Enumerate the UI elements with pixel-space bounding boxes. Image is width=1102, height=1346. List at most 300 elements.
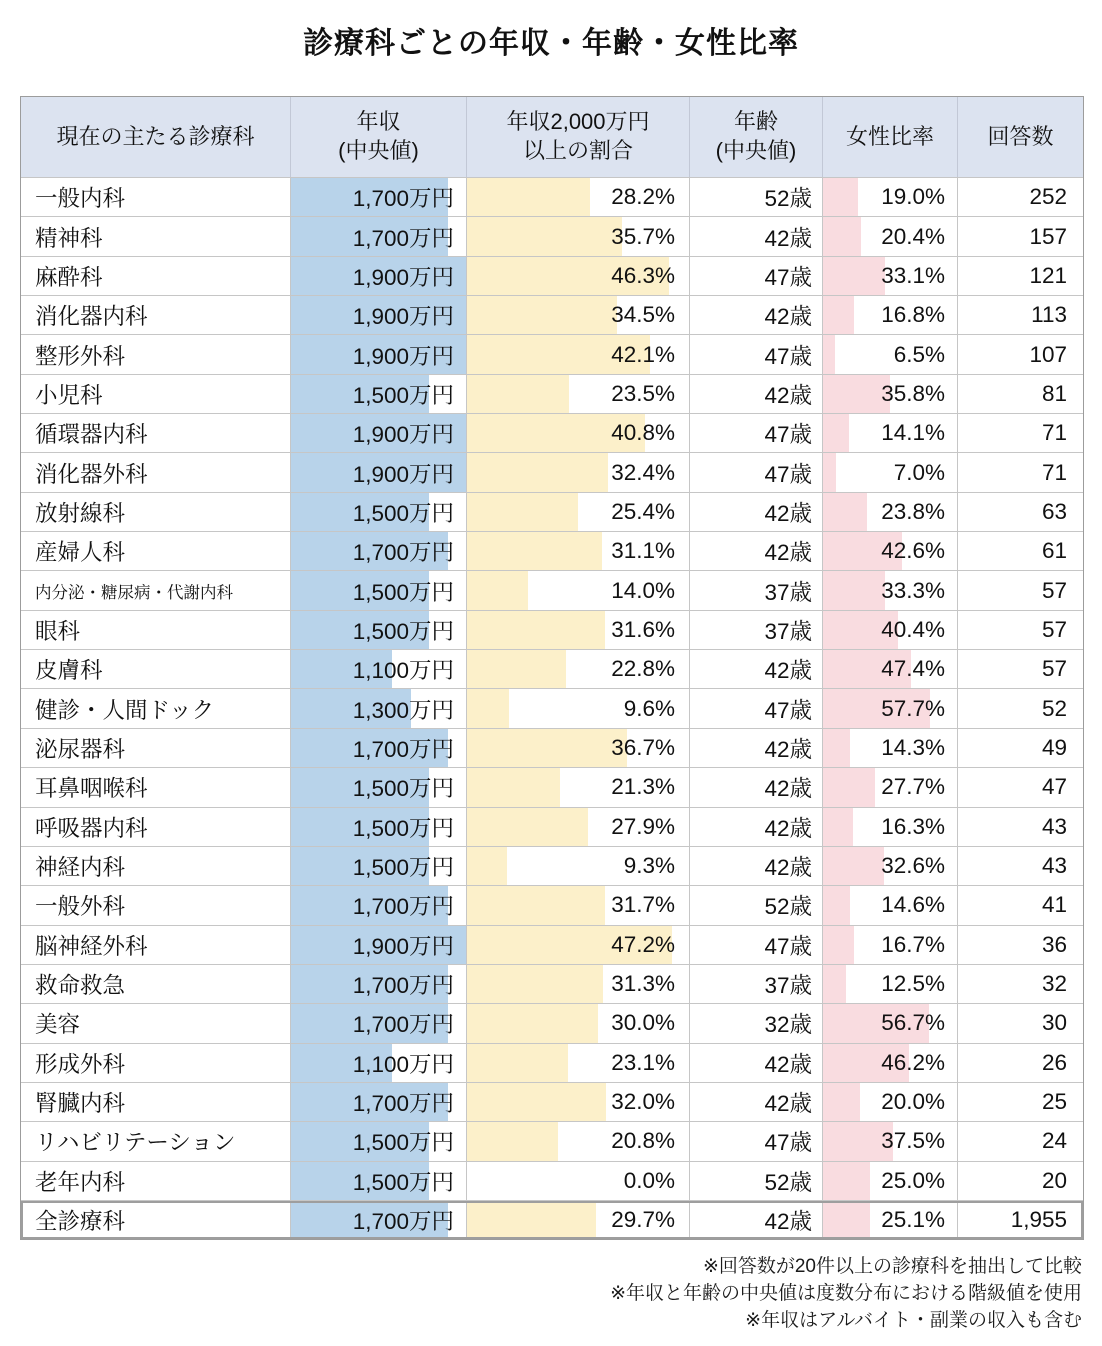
ratio-value: 31.6%	[611, 616, 675, 642]
age-cell	[689, 886, 822, 924]
ratio-bar	[467, 965, 603, 1003]
ratio-value: 28.2%	[611, 184, 675, 210]
table-row	[21, 1161, 1083, 1200]
female-bar	[823, 453, 836, 491]
header-cell-ratio	[466, 97, 689, 177]
age-cell	[689, 1122, 822, 1160]
income-value: 1,500万円	[352, 618, 454, 644]
age-cell	[689, 1201, 822, 1239]
dept-name: 精神科	[35, 225, 103, 251]
table-row	[21, 846, 1083, 885]
age-value: 37歳	[764, 579, 812, 605]
page-title: 診療科ごとの年収・年齢・女性比率	[303, 27, 799, 60]
income-cell	[290, 1044, 466, 1082]
female-ratio-cell	[822, 1083, 957, 1121]
female-bar	[823, 257, 885, 295]
female-bar	[823, 926, 854, 964]
respondents-cell	[957, 532, 1083, 570]
age-cell	[689, 965, 822, 1003]
respondents-cell	[957, 571, 1083, 609]
income-value: 1,500万円	[352, 855, 454, 881]
table-row	[21, 925, 1083, 964]
female-bar	[823, 729, 850, 767]
income-value: 1,700万円	[352, 540, 454, 566]
income-value: 1,900万円	[352, 461, 454, 487]
count-value: 24	[1041, 1128, 1067, 1154]
income-cell	[290, 689, 466, 727]
female-value: 14.1%	[881, 420, 945, 446]
count-value: 107	[1029, 341, 1067, 367]
count-value: 63	[1041, 498, 1067, 524]
dept-name: 腎臓内科	[35, 1091, 126, 1117]
female-bar	[823, 847, 884, 885]
dept-name: 産婦人科	[35, 540, 126, 566]
respondents-cell	[957, 1004, 1083, 1042]
female-value: 16.7%	[881, 931, 945, 957]
female-value: 32.6%	[881, 853, 945, 879]
ratio-bar	[467, 768, 560, 806]
ratio-value: 25.4%	[611, 498, 675, 524]
age-value: 42歳	[764, 658, 812, 684]
ratio-value: 23.5%	[611, 380, 675, 406]
ratio-cell	[466, 532, 689, 570]
female-ratio-cell	[822, 768, 957, 806]
data-table	[20, 96, 1084, 1240]
footnote-line: ※年収と年齢の中央値は度数分布における階級値を使用	[610, 1283, 1082, 1305]
header-label: 女性比率	[845, 123, 934, 149]
ratio-bar	[467, 178, 590, 216]
age-value: 42歳	[764, 736, 812, 762]
age-value: 47歳	[764, 461, 812, 487]
female-ratio-cell	[822, 1044, 957, 1082]
count-value: 20	[1041, 1167, 1067, 1193]
ratio-bar	[467, 1122, 558, 1160]
female-ratio-cell	[822, 414, 957, 452]
ratio-cell	[466, 1004, 689, 1042]
ratio-bar	[467, 532, 602, 570]
ratio-bar	[467, 611, 605, 649]
age-cell	[689, 296, 822, 334]
ratio-bar	[467, 689, 509, 727]
table-row	[21, 177, 1083, 216]
department-cell	[21, 296, 290, 334]
income-value: 1,500万円	[352, 579, 454, 605]
table-row	[21, 649, 1083, 688]
footnotes	[20, 1254, 1082, 1335]
dept-name: 泌尿器科	[35, 736, 126, 762]
department-cell	[21, 1122, 290, 1160]
female-value: 23.8%	[881, 498, 945, 524]
footnote-line: ※回答数が20件以上の診療科を抽出して比較	[702, 1256, 1082, 1278]
table-row	[21, 531, 1083, 570]
age-value: 52歳	[764, 1169, 812, 1195]
table-row	[21, 334, 1083, 373]
age-value: 42歳	[764, 382, 812, 408]
female-ratio-cell	[822, 611, 957, 649]
table-row	[21, 374, 1083, 413]
income-value: 1,900万円	[352, 422, 454, 448]
age-value: 42歳	[764, 540, 812, 566]
age-cell	[689, 768, 822, 806]
table-row	[21, 216, 1083, 255]
female-value: 16.8%	[881, 302, 945, 328]
female-value: 14.3%	[881, 734, 945, 760]
count-value: 26	[1041, 1049, 1067, 1075]
dept-name: 老年内科	[35, 1169, 126, 1195]
dept-name: 一般内科	[35, 186, 126, 212]
ratio-cell	[466, 1162, 689, 1200]
table-header-row	[21, 97, 1083, 177]
ratio-cell	[466, 650, 689, 688]
ratio-value: 23.1%	[611, 1049, 675, 1075]
income-value: 1,500万円	[352, 776, 454, 802]
count-value: 57	[1041, 577, 1067, 603]
table-body	[21, 177, 1083, 1239]
income-value: 1,500万円	[352, 1169, 454, 1195]
dept-name: 眼科	[35, 618, 81, 644]
ratio-cell	[466, 1122, 689, 1160]
income-value: 1,500万円	[352, 1130, 454, 1156]
header-sublabel: 以上の割合	[522, 138, 633, 163]
income-value: 1,500万円	[352, 382, 454, 408]
ratio-cell	[466, 926, 689, 964]
ratio-value: 32.0%	[611, 1089, 675, 1115]
respondents-cell	[957, 1044, 1083, 1082]
dept-name: 健診・人間ドック	[35, 697, 215, 723]
income-value: 1,900万円	[352, 264, 454, 290]
ratio-cell	[466, 375, 689, 413]
income-cell	[290, 729, 466, 767]
female-ratio-cell	[822, 650, 957, 688]
age-value: 42歳	[764, 1209, 812, 1235]
table-row	[21, 1043, 1083, 1082]
respondents-cell	[957, 1083, 1083, 1121]
ratio-cell	[466, 689, 689, 727]
female-ratio-cell	[822, 453, 957, 491]
count-value: 30	[1041, 1010, 1067, 1036]
ratio-value: 32.4%	[611, 459, 675, 485]
income-cell	[290, 453, 466, 491]
ratio-bar	[467, 1044, 568, 1082]
ratio-value: 21.3%	[611, 774, 675, 800]
age-cell	[689, 611, 822, 649]
department-cell	[21, 847, 290, 885]
female-value: 56.7%	[881, 1010, 945, 1036]
ratio-cell	[466, 217, 689, 255]
respondents-cell	[957, 178, 1083, 216]
female-value: 33.3%	[881, 577, 945, 603]
female-ratio-cell	[822, 178, 957, 216]
ratio-value: 9.6%	[623, 695, 675, 721]
table-row	[21, 570, 1083, 609]
dept-name: 麻酔科	[35, 264, 103, 290]
header-label: 年収2,000万円	[506, 109, 650, 135]
female-ratio-cell	[822, 217, 957, 255]
female-ratio-cell	[822, 296, 957, 334]
ratio-bar	[467, 886, 605, 924]
age-value: 42歳	[764, 1051, 812, 1077]
age-value: 47歳	[764, 343, 812, 369]
ratio-bar	[467, 493, 578, 531]
age-cell	[689, 689, 822, 727]
respondents-cell	[957, 493, 1083, 531]
table-row	[21, 964, 1083, 1003]
female-ratio-cell	[822, 257, 957, 295]
dept-name: 脳神経外科	[35, 933, 148, 959]
female-value: 40.4%	[881, 616, 945, 642]
income-cell	[290, 611, 466, 649]
female-value: 47.4%	[881, 656, 945, 682]
age-cell	[689, 1083, 822, 1121]
department-cell	[21, 886, 290, 924]
age-cell	[689, 414, 822, 452]
age-value: 42歳	[764, 500, 812, 526]
income-cell	[290, 375, 466, 413]
female-bar	[823, 571, 885, 609]
ratio-bar	[467, 1004, 598, 1042]
respondents-cell	[957, 414, 1083, 452]
count-value: 52	[1041, 695, 1067, 721]
age-cell	[689, 217, 822, 255]
count-value: 49	[1041, 734, 1067, 760]
ratio-value: 35.7%	[611, 223, 675, 249]
ratio-bar	[467, 650, 566, 688]
female-value: 19.0%	[881, 184, 945, 210]
dept-name: 呼吸器内科	[35, 815, 148, 841]
income-value: 1,500万円	[352, 815, 454, 841]
female-bar	[823, 217, 861, 255]
respondents-cell	[957, 217, 1083, 255]
header-cell-female-ratio	[822, 97, 957, 177]
header-sublabel: (中央値)	[338, 138, 419, 163]
count-value: 121	[1029, 262, 1067, 288]
female-ratio-cell	[822, 886, 957, 924]
income-value: 1,500万円	[352, 500, 454, 526]
ratio-bar	[467, 571, 528, 609]
income-cell	[290, 532, 466, 570]
header-label: 現在の主たる診療科	[56, 123, 255, 149]
income-value: 1,700万円	[352, 736, 454, 762]
respondents-cell	[957, 847, 1083, 885]
table-row	[21, 688, 1083, 727]
respondents-cell	[957, 453, 1083, 491]
female-bar	[823, 965, 846, 1003]
age-cell	[689, 571, 822, 609]
count-value: 57	[1041, 616, 1067, 642]
count-value: 1,955	[1010, 1207, 1067, 1233]
dept-name: 小児科	[35, 382, 103, 408]
ratio-cell	[466, 414, 689, 452]
department-cell	[21, 1162, 290, 1200]
table-row	[21, 492, 1083, 531]
header-label: 年収	[356, 109, 401, 135]
respondents-cell	[957, 768, 1083, 806]
department-cell	[21, 532, 290, 570]
table-row	[21, 1003, 1083, 1042]
header-cell-income	[290, 97, 466, 177]
department-cell	[21, 965, 290, 1003]
age-cell	[689, 729, 822, 767]
ratio-value: 27.9%	[611, 813, 675, 839]
department-cell	[21, 257, 290, 295]
age-cell	[689, 1044, 822, 1082]
age-value: 37歳	[764, 618, 812, 644]
count-value: 47	[1041, 774, 1067, 800]
count-value: 43	[1041, 853, 1067, 879]
department-cell	[21, 414, 290, 452]
respondents-cell	[957, 1122, 1083, 1160]
age-value: 52歳	[764, 186, 812, 212]
female-ratio-cell	[822, 729, 957, 767]
income-cell	[290, 965, 466, 1003]
respondents-cell	[957, 1201, 1083, 1239]
female-ratio-cell	[822, 335, 957, 373]
income-value: 1,300万円	[352, 697, 454, 723]
count-value: 41	[1041, 892, 1067, 918]
ratio-cell	[466, 335, 689, 373]
female-ratio-cell	[822, 689, 957, 727]
department-cell	[21, 1044, 290, 1082]
respondents-cell	[957, 729, 1083, 767]
female-bar	[823, 414, 849, 452]
ratio-value: 14.0%	[611, 577, 675, 603]
table-row	[21, 1200, 1083, 1239]
income-value: 1,700万円	[352, 186, 454, 212]
ratio-value: 42.1%	[611, 341, 675, 367]
female-ratio-cell	[822, 493, 957, 531]
dept-name: 形成外科	[35, 1051, 126, 1077]
income-cell	[290, 768, 466, 806]
female-ratio-cell	[822, 926, 957, 964]
age-cell	[689, 1004, 822, 1042]
income-cell	[290, 650, 466, 688]
dept-name: 美容	[35, 1012, 81, 1038]
department-cell	[21, 650, 290, 688]
dept-name: 救命救急	[35, 973, 126, 999]
income-value: 1,700万円	[352, 1209, 454, 1235]
table-row	[21, 1121, 1083, 1160]
age-value: 42歳	[764, 855, 812, 881]
ratio-value: 34.5%	[611, 302, 675, 328]
respondents-cell	[957, 965, 1083, 1003]
respondents-cell	[957, 650, 1083, 688]
department-cell	[21, 729, 290, 767]
department-cell	[21, 926, 290, 964]
department-cell	[21, 808, 290, 846]
income-value: 1,700万円	[352, 1091, 454, 1117]
table-row	[21, 256, 1083, 295]
department-cell	[21, 689, 290, 727]
dept-name: 整形外科	[35, 343, 126, 369]
age-value: 47歳	[764, 264, 812, 290]
ratio-bar	[467, 217, 622, 255]
ratio-bar	[467, 1201, 596, 1239]
income-cell	[290, 1162, 466, 1200]
age-cell	[689, 257, 822, 295]
ratio-cell	[466, 178, 689, 216]
respondents-cell	[957, 335, 1083, 373]
age-cell	[689, 1162, 822, 1200]
female-bar	[823, 808, 853, 846]
female-bar	[823, 768, 875, 806]
dept-name: リハビリテーション	[35, 1130, 236, 1156]
header-cell-department	[21, 97, 290, 177]
count-value: 43	[1041, 813, 1067, 839]
ratio-value: 31.3%	[611, 971, 675, 997]
female-bar	[823, 296, 854, 334]
female-value: 6.5%	[893, 341, 945, 367]
ratio-cell	[466, 571, 689, 609]
respondents-cell	[957, 296, 1083, 334]
ratio-value: 31.1%	[611, 538, 675, 564]
ratio-bar	[467, 808, 588, 846]
income-cell	[290, 1083, 466, 1121]
age-cell	[689, 926, 822, 964]
table-row	[21, 728, 1083, 767]
department-cell	[21, 571, 290, 609]
count-value: 71	[1041, 420, 1067, 446]
female-value: 20.0%	[881, 1089, 945, 1115]
ratio-bar	[467, 296, 617, 334]
female-value: 7.0%	[893, 459, 945, 485]
female-ratio-cell	[822, 375, 957, 413]
age-value: 32歳	[764, 1012, 812, 1038]
income-cell	[290, 886, 466, 924]
ratio-value: 22.8%	[611, 656, 675, 682]
ratio-value: 40.8%	[611, 420, 675, 446]
female-value: 37.5%	[881, 1128, 945, 1154]
count-value: 32	[1041, 971, 1067, 997]
header-sublabel: (中央値)	[715, 138, 797, 163]
table-row	[21, 885, 1083, 924]
respondents-cell	[957, 611, 1083, 649]
age-cell	[689, 847, 822, 885]
female-ratio-cell	[822, 1162, 957, 1200]
count-value: 57	[1041, 656, 1067, 682]
female-value: 25.0%	[881, 1167, 945, 1193]
department-cell	[21, 178, 290, 216]
header-cell-age	[689, 97, 822, 177]
female-value: 16.3%	[881, 813, 945, 839]
ratio-value: 0.0%	[623, 1167, 675, 1193]
female-bar	[823, 375, 890, 413]
female-value: 14.6%	[881, 892, 945, 918]
female-value: 33.1%	[881, 262, 945, 288]
dept-name: 神経内科	[35, 855, 126, 881]
department-cell	[21, 453, 290, 491]
table-row	[21, 1082, 1083, 1121]
ratio-cell	[466, 847, 689, 885]
department-cell	[21, 611, 290, 649]
respondents-cell	[957, 689, 1083, 727]
income-cell	[290, 335, 466, 373]
female-value: 57.7%	[881, 695, 945, 721]
income-cell	[290, 847, 466, 885]
income-value: 1,100万円	[352, 658, 454, 684]
footnote-line: ※年収はアルバイト・副業の収入も含む	[745, 1310, 1082, 1332]
female-value: 42.6%	[881, 538, 945, 564]
female-bar	[823, 1201, 870, 1239]
age-value: 37歳	[764, 973, 812, 999]
count-value: 36	[1041, 931, 1067, 957]
ratio-bar	[467, 375, 569, 413]
ratio-value: 29.7%	[611, 1207, 675, 1233]
female-bar	[823, 1162, 870, 1200]
age-value: 47歳	[764, 697, 812, 723]
income-value: 1,900万円	[352, 933, 454, 959]
income-cell	[290, 1201, 466, 1239]
female-bar	[823, 493, 867, 531]
